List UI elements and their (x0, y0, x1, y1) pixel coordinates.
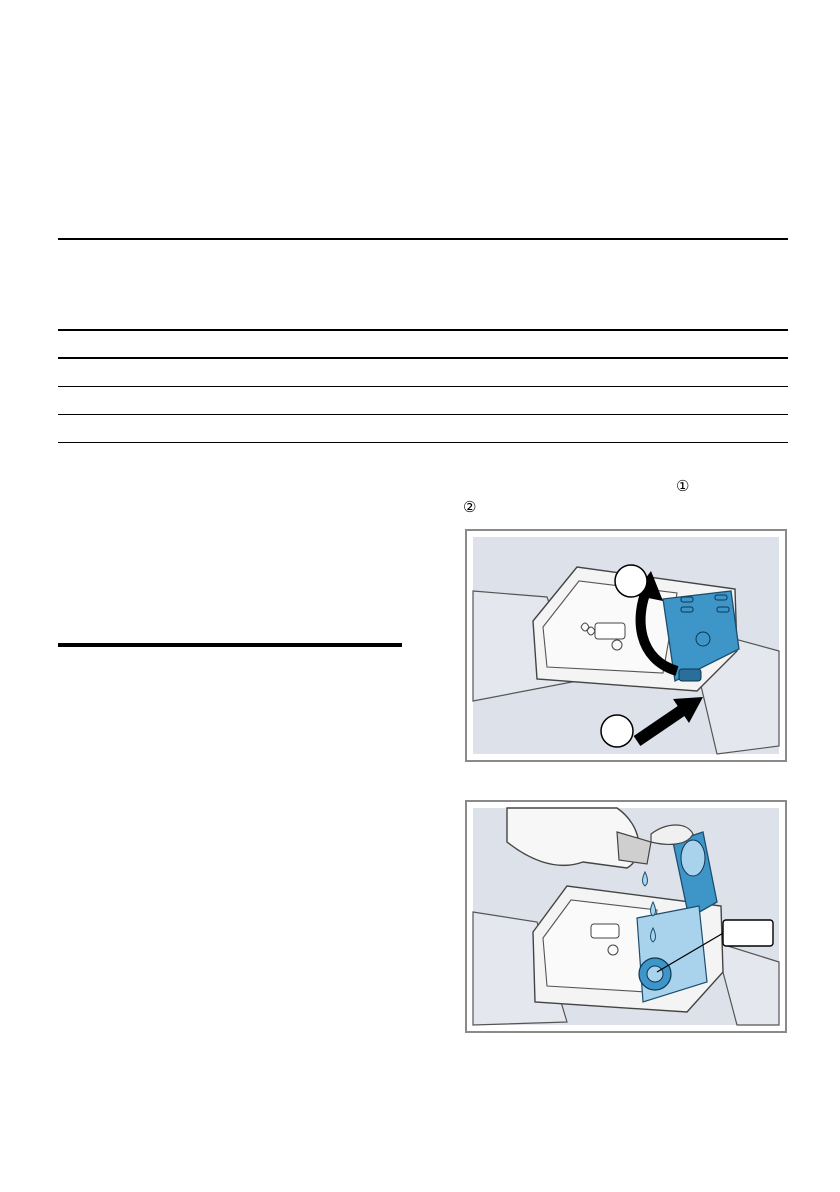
callout-box-max (723, 920, 773, 946)
table-bottom-rule (58, 442, 788, 443)
figure-open-dispenser (465, 529, 787, 762)
step-marker-1: ① (676, 478, 690, 495)
step-marker-2: ② (463, 499, 477, 516)
rinse-aid-fill-illustration (467, 802, 785, 1031)
section-heading-rule (58, 643, 402, 647)
table-top-rule (58, 238, 788, 240)
table-header-rule (58, 329, 788, 331)
callout-circle-1 (615, 565, 647, 597)
callout-circle-2 (601, 715, 633, 747)
table-row-rule-3 (58, 414, 788, 415)
dispenser-open-illustration (467, 531, 785, 760)
figure-fill-rinse-aid (465, 800, 787, 1033)
table-row-rule-1 (58, 357, 788, 359)
table-row-rule-2 (58, 386, 788, 387)
